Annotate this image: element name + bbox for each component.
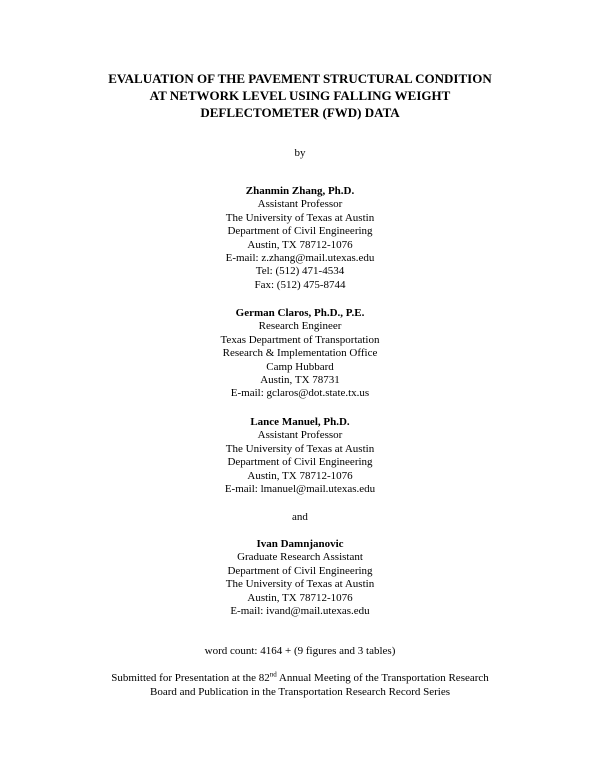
author-email: E-mail: ivand@mail.utexas.edu (230, 605, 370, 618)
title-line-2: AT NETWORK LEVEL USING FALLING WEIGHT (149, 88, 451, 103)
author-title: Assistant Professor (257, 429, 343, 442)
paper-title (60, 70, 540, 121)
author-department: Department of Civil Engineering (227, 225, 373, 238)
author-affiliation: The University of Texas at Austin (225, 578, 375, 591)
submission-suffix: Annual Meeting of the Transportation Research (276, 672, 489, 684)
title-line-1: EVALUATION OF THE PAVEMENT STRUCTURAL CONDITION (108, 71, 492, 86)
author-affiliation: Texas Department of Transportation (220, 333, 380, 346)
author-name: Zhanmin Zhang, Ph.D. (245, 185, 355, 197)
author-block-damnjanovic (100, 538, 500, 618)
author-address: Austin, TX 78712-1076 (247, 238, 353, 251)
author-affiliation: The University of Texas at Austin (225, 211, 375, 224)
author-email: E-mail: z.zhang@mail.utexas.edu (225, 252, 375, 265)
author-office: Research & Implementation Office (222, 347, 378, 360)
author-title: Graduate Research Assistant (237, 551, 363, 564)
submission-line-1 (60, 671, 540, 685)
word-count: word count: 4164 + (9 figures and 3 tables) (204, 645, 396, 657)
author-block-zhang (100, 185, 500, 292)
author-title: Research Engineer (258, 320, 342, 333)
author-name: Lance Manuel, Ph.D. (250, 416, 350, 428)
author-fax: Fax: (512) 475-8744 (254, 278, 346, 291)
submission-note (60, 671, 540, 699)
author-department: Department of Civil Engineering (227, 564, 373, 577)
author-name: Ivan Damnjanovic (256, 538, 344, 550)
author-address: Austin, TX 78712-1076 (247, 591, 353, 604)
author-email: E-mail: gclaros@dot.state.tx.us (230, 387, 370, 400)
author-affiliation: The University of Texas at Austin (225, 442, 375, 455)
by-label: by (294, 147, 306, 159)
author-title: Assistant Professor (257, 198, 343, 211)
author-address: Austin, TX 78712-1076 (247, 469, 353, 482)
author-block-claros (100, 307, 500, 401)
author-address: Austin, TX 78731 (260, 374, 340, 387)
author-name: German Claros, Ph.D., P.E. (235, 307, 365, 319)
submission-prefix: Submitted for Presentation at the 82 (111, 672, 270, 684)
author-email: E-mail: lmanuel@mail.utexas.edu (224, 483, 376, 496)
author-department: Department of Civil Engineering (227, 456, 373, 469)
author-location: Camp Hubbard (266, 360, 334, 373)
title-line-3: DEFLECTOMETER (FWD) DATA (200, 105, 400, 120)
submission-line-2: Board and Publication in the Transportation Research Record Series (150, 686, 450, 698)
ordinal-superscript: nd (269, 670, 277, 679)
author-phone: Tel: (512) 471-4534 (255, 265, 345, 278)
author-block-manuel (100, 416, 500, 496)
and-separator: and (292, 511, 308, 523)
